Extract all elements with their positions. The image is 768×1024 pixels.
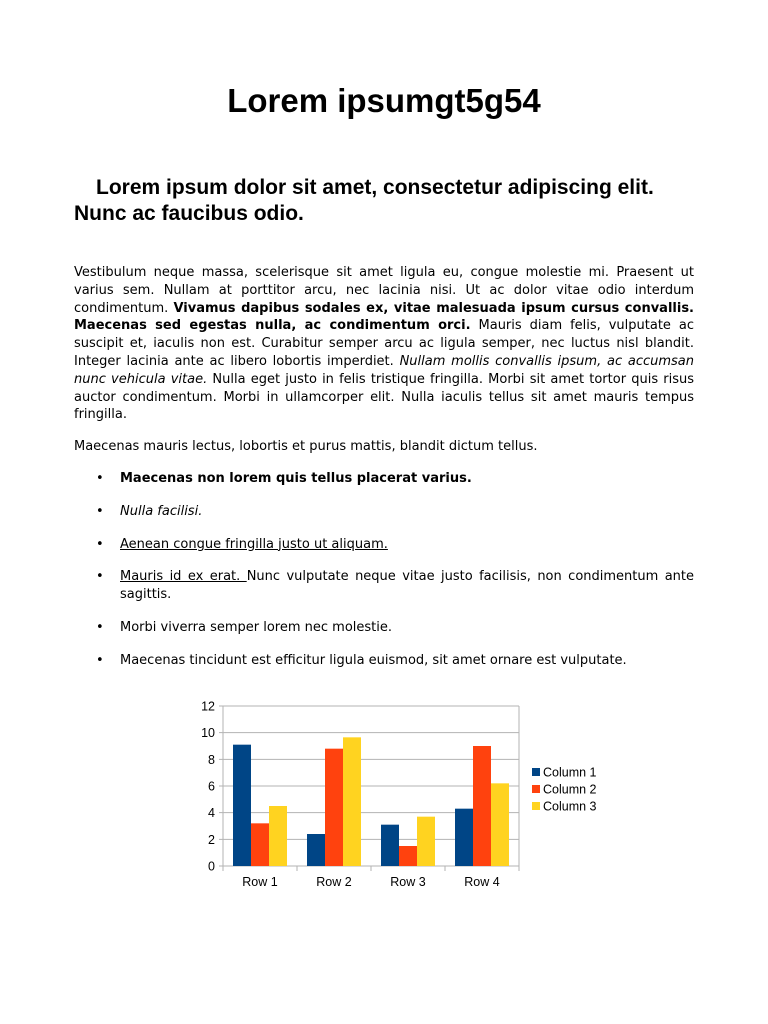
bar xyxy=(381,825,399,866)
y-tick-label: 8 xyxy=(208,752,215,767)
legend-swatch xyxy=(532,768,540,776)
bullet-icon: • xyxy=(96,536,104,552)
paragraph-1-italic: Nullam mollis convallis ipsum, ac accumsan nunc vehicula vitae. xyxy=(74,353,695,387)
legend-label: Column 2 xyxy=(543,782,597,797)
bar xyxy=(325,749,343,866)
bullet-list xyxy=(74,470,694,685)
bar xyxy=(233,745,251,866)
x-tick-label: Row 2 xyxy=(316,875,352,889)
y-tick-label: 4 xyxy=(208,806,215,821)
list-item-text: Morbi viverra semper lorem nec molestie. xyxy=(120,619,393,635)
paragraph-1-bold: Vivamus dapibus sodales ex, vitae malesuada ipsum cursus convallis. Maecenas sed egestas nulla, ac condimentum orci. xyxy=(74,300,694,334)
bar xyxy=(491,783,509,866)
bullet-icon: • xyxy=(96,652,104,668)
document-subtitle: Lorem ipsum dolor sit amet, consectetur adipiscing elit. Nunc ac faucibus odio. xyxy=(74,176,654,225)
bar xyxy=(343,737,361,866)
list-item-underlined: Mauris id ex erat. xyxy=(120,569,247,585)
bullet-icon: • xyxy=(96,471,104,486)
list-item xyxy=(74,568,694,604)
y-tick-label: 0 xyxy=(208,859,215,874)
legend-label: Column 3 xyxy=(543,799,597,814)
x-tick-label: Row 3 xyxy=(390,875,426,889)
y-tick-label: 6 xyxy=(208,779,215,794)
paragraph-1-text: Vestibulum neque massa, scelerisque sit amet ligula eu, congue molestie mi. Praesent ut varius sem. Nullam at porttitor arcu, nec lacinia nisi. Ut ac dolor vitae odio interdum condimentum. xyxy=(74,265,694,316)
list-item xyxy=(74,619,694,637)
bullet-icon: • xyxy=(96,619,104,635)
list-item xyxy=(74,652,694,670)
y-tick-label: 10 xyxy=(201,726,215,741)
bar xyxy=(251,823,269,866)
bar xyxy=(455,809,473,866)
x-tick-label: Row 4 xyxy=(464,875,500,889)
list-item-text: Maecenas tincidunt est efficitur ligula euismod, sit amet ornare est vulputate. xyxy=(120,652,627,668)
legend-swatch xyxy=(532,802,540,810)
bar xyxy=(269,806,287,866)
paragraph-1 xyxy=(74,264,694,424)
list-item-text: Aenean congue fringilla justo ut aliquam. xyxy=(120,536,388,552)
bar xyxy=(473,746,491,866)
bar xyxy=(417,817,435,866)
paragraph-1-text-2: Mauris diam felis, vulputate ac suscipit et, iaculis non est. Curabitur semper arcu ac ligula semper, nec luctus nisl blandit. Integer lacinia ante ac libero lobortis imperdiet. xyxy=(74,318,694,369)
legend-swatch xyxy=(532,785,540,793)
bar xyxy=(307,834,325,866)
legend-label: Column 1 xyxy=(543,765,597,780)
bullet-icon: • xyxy=(96,569,104,585)
bar-chart xyxy=(190,694,620,900)
list-item-text: Maecenas non lorem quis tellus placerat varius. xyxy=(120,471,472,486)
x-tick-label: Row 1 xyxy=(242,875,278,889)
document-title: Lorem ipsumgt5g54 xyxy=(227,82,541,119)
list-item xyxy=(74,503,694,521)
list-item xyxy=(74,470,694,488)
list-item-text: Nunc vulputate neque vitae justo facilisis, non condimentum ante sagittis. xyxy=(120,569,694,603)
list-item-text: Nulla facilisi. xyxy=(120,503,203,519)
bullet-icon: • xyxy=(96,503,104,519)
paragraph-1-text-3: Nulla eget justo in felis tristique fringilla. Morbi sit amet tortor quis risus auctor condimentum. Morbi in ullamcorper elit. Nulla iaculis tellus sit amet mauris tempus fringilla. xyxy=(74,371,695,423)
y-tick-label: 12 xyxy=(201,699,215,714)
list-item xyxy=(74,536,694,554)
bar xyxy=(399,846,417,866)
paragraph-2: Maecenas mauris lectus, lobortis et purus mattis, blandit dictum tellus. xyxy=(74,439,538,454)
y-tick-label: 2 xyxy=(208,832,215,847)
